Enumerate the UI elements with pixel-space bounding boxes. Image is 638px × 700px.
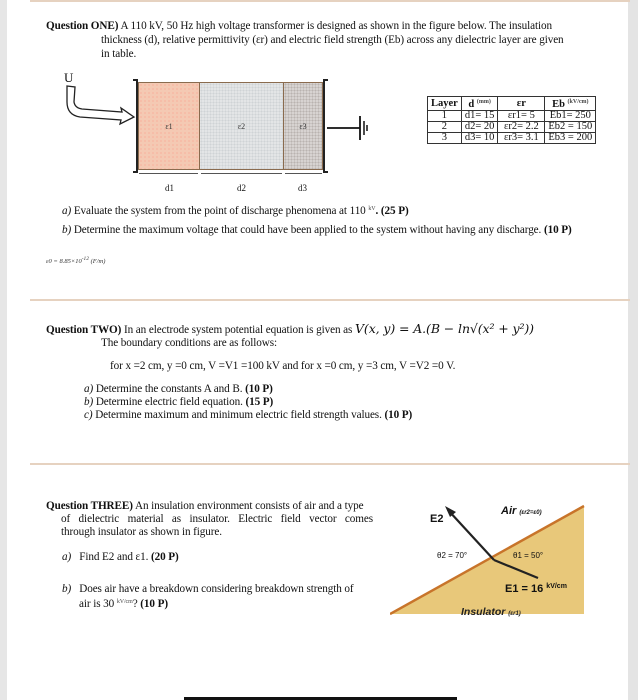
q2-equation: V(x, y) = A.(B − ln√(x² + y²)) <box>355 321 534 336</box>
section-divider-top <box>30 0 630 2</box>
q1-intro: Question ONE) A 110 kV, 50 Hz high voltage transformer is designed as shown in the figure below. The insulation <box>46 20 552 32</box>
d1-dimension <box>139 173 198 174</box>
q2-part-c: c) Determine maximum and minimum electric field strength values. (10 P) <box>84 409 413 421</box>
q2-intro: Question TWO) In an electrode system potential equation is given as V(x, y) = A.(B − ln√(x² + y²)) <box>46 321 534 336</box>
theta2-label: θ2 = 70° <box>437 551 468 560</box>
e2-label: E2 <box>430 513 444 525</box>
q2-boundary-conditions: for x =2 cm, y =0 cm, V =V1 =100 kV and for x =0 cm, y =3 cm, V =V2 =0 V. <box>110 360 456 372</box>
voltage-label: U <box>64 70 74 85</box>
q3-intro-line2: of dielectric material as insulator. Electric field vector comes <box>61 513 373 525</box>
d3-dimension <box>285 173 322 174</box>
q3-part-b: b) Does air have a breakdown considering breakdown strength of <box>62 583 354 595</box>
dielectric-layer-3: ε3 <box>283 82 323 170</box>
q3-part-a: a) Find E2 and ε1. (20 P) <box>62 551 179 563</box>
table-row: 2 d2= 20 εr2= 2.2 Eb2 = 150 <box>428 122 596 133</box>
q3-intro: Question THREE) An insulation environment consists of air and a type <box>46 500 364 512</box>
ground-icon <box>327 114 372 142</box>
q2-line2: The boundary conditions are as follows: <box>101 337 277 349</box>
d3-label: d3 <box>298 183 307 193</box>
layer-properties-table <box>427 96 596 144</box>
q2-part-a: a) Determine the constants A and B. (10 P) <box>84 383 273 395</box>
section-divider-2 <box>30 463 630 465</box>
q3-part-b-line2: air is 30 $^{kV/cm}$? (10 P) <box>79 598 168 610</box>
dielectric-layer-1: ε1 <box>138 82 200 170</box>
page-edge-left <box>0 0 7 700</box>
dielectric-layer-2: ε2 <box>199 82 284 170</box>
q1-part-a: a) Evaluate the system from the point of discharge phenomena at 110 $^{kV}$. (25 P) <box>62 205 409 217</box>
voltage-arrow-icon <box>64 84 136 134</box>
q1-part-b: b) Determine the maximum voltage that could have been applied to the system without having any discharge. (10 P) <box>62 224 572 236</box>
section-divider-1 <box>30 299 630 301</box>
permittivity-constant: $\varepsilon 0 = 8.85\times 10^{-12}$ (F/m) <box>46 256 106 266</box>
table-row: 1 d1= 15 εr1= 5 Eb1= 250 <box>428 111 596 122</box>
d2-dimension <box>201 173 282 174</box>
table-header-row: Layer d $^{(mm)}$ εr Eb $^{(kV/cm)}$ <box>428 97 596 111</box>
d1-label: d1 <box>165 183 174 193</box>
q2-part-b: b) Determine electric field equation. (15 P) <box>84 396 274 408</box>
q1-intro-line2: thickness (d), relative permittivity (εr) and electric field strength (Eb) across any dielectric layer are given <box>101 34 564 46</box>
air-label: Air (εr2=ε0) <box>501 505 542 517</box>
theta1-label: θ1 = 50° <box>513 551 544 560</box>
insulator-label: Insulator (εr1) <box>461 606 521 618</box>
e1-label: E1 = 16 $^{kV/cm}$ <box>505 583 567 595</box>
q1-intro-line3: in table. <box>101 48 137 60</box>
table-row: 3 d3= 10 εr3= 3.1 Eb3 = 200 <box>428 133 596 144</box>
q3-intro-line3: through insulator as shown in figure. <box>61 526 222 538</box>
d2-label: d2 <box>237 183 246 193</box>
q1-title: Question ONE) <box>46 20 119 32</box>
